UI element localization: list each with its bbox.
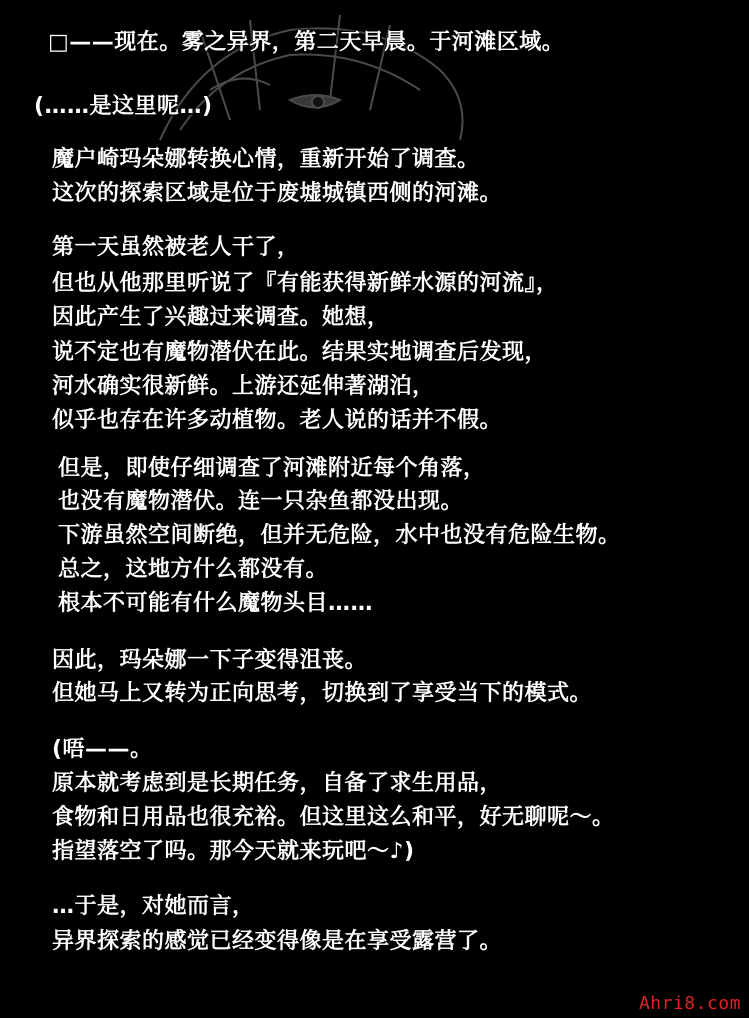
paragraph-2-line: 似乎也存在许多动植物。老人说的话并不假。 [52,408,503,433]
paragraph-2-line: 河水确实很新鲜。上游还延伸著湖泊， [52,374,435,399]
paragraph-4-line: 但她马上又转为正向思考，切换到了享受当下的模式。 [52,681,593,706]
site-watermark: Ahri8.com [638,993,741,1014]
paragraph-2-line: 但也从他那里听说了『有能获得新鲜水源的河流』， [52,271,559,296]
paragraph-3-line: 总之，这地方什么都没有。 [58,557,329,582]
paragraph-5-line: 食物和日用品也很充裕。但这里这么和平，好无聊呢～。 [52,805,615,830]
paragraph-2-line: 说不定也有魔物潜伏在此。结果实地调查后发现， [52,340,548,365]
paragraph-3-line: 下游虽然空间断绝，但并无危险，水中也没有危险生物。 [58,523,621,548]
paragraph-2-line: 第一天虽然被老人干了， [52,235,300,260]
paragraph-3-line: 也没有魔物潜伏。连一只杂鱼都没出现。 [58,489,464,514]
paragraph-5-line: (唔——。 [52,737,153,762]
paragraph-5-line: 指望落空了吗。那今天就来玩吧～♪) [52,839,415,864]
paragraph-1-line: 魔户崎玛朵娜转换心情，重新开始了调查。 [52,147,480,172]
paragraph-5-line: 原本就考虑到是长期任务，自备了求生用品， [52,771,503,796]
paragraph-3-line: 根本不可能有什么魔物头目…… [58,591,374,616]
paragraph-6-line: …于是，对她而言， [52,894,255,919]
paragraph-4-line: 因此，玛朵娜一下子变得沮丧。 [52,648,368,673]
paragraph-1-line: 这次的探索区域是位于废墟城镇西侧的河滩。 [52,181,503,206]
paragraph-2-line: 因此产生了兴趣过来调查。她想， [52,305,390,330]
thought-line: (……是这里呢…) [34,94,213,119]
section-heading: □——现在。雾之异界，第二天早晨。于河滩区域。 [48,30,565,55]
paragraph-3-line: 但是，即使仔细调查了河滩附近每个角落， [58,456,486,481]
paragraph-6-line: 异界探索的感觉已经变得像是在享受露营了。 [52,929,503,954]
